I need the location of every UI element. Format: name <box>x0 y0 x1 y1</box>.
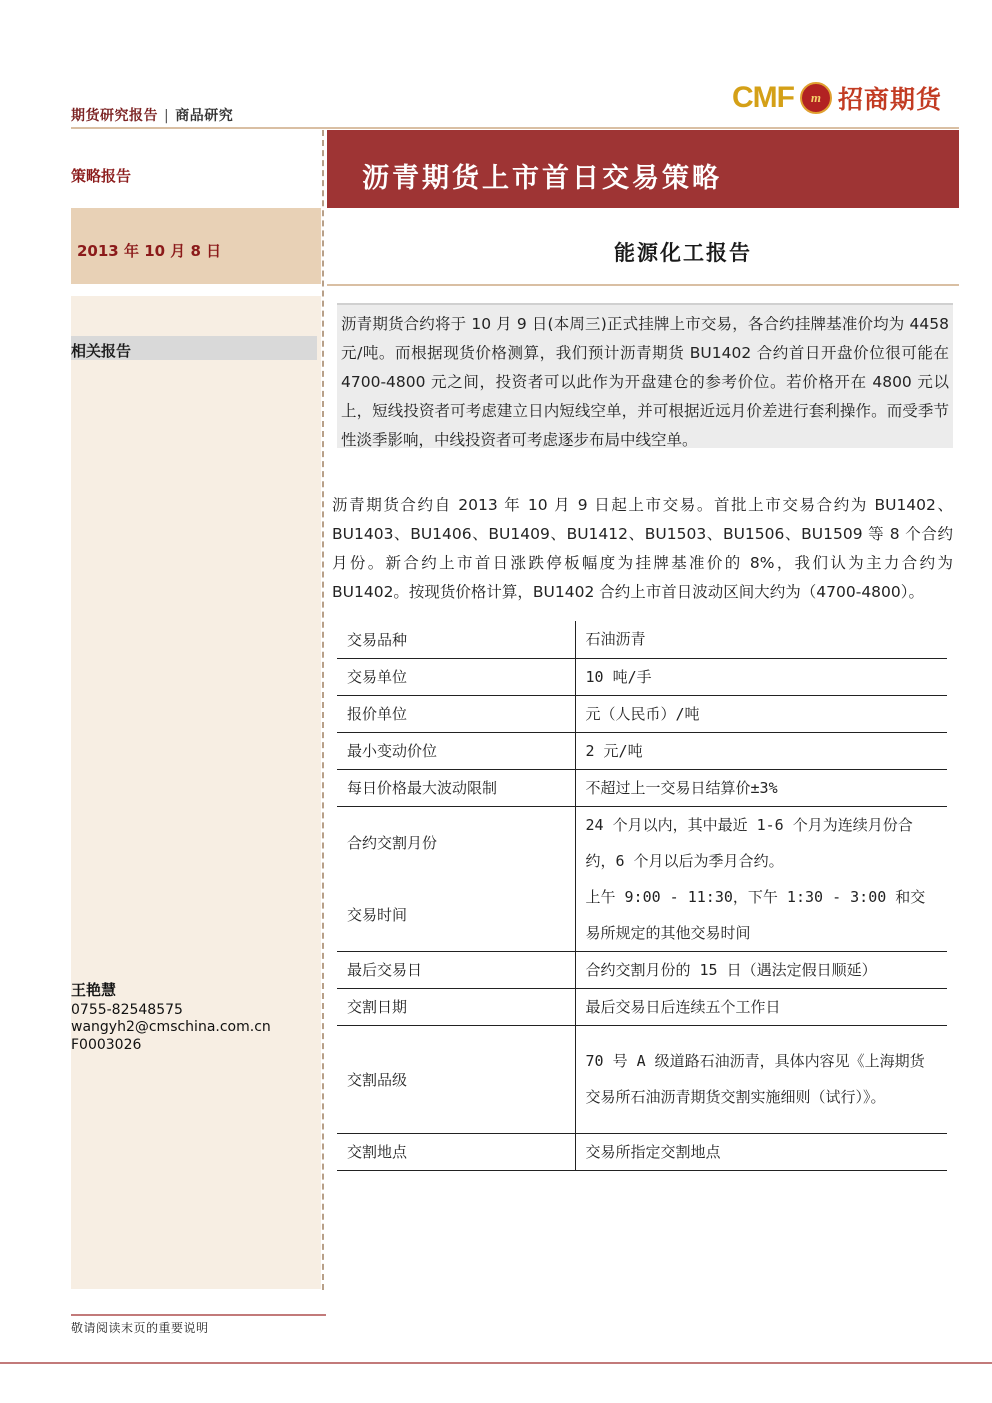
table-row <box>337 806 947 951</box>
table-row <box>337 988 947 1025</box>
logo-latin-text: CMF <box>732 81 794 114</box>
table-row <box>337 1025 947 1133</box>
related-reports-heading: 相关报告 <box>71 342 132 360</box>
spec-value: 合约交割月份的 15 日（遇法定假日顺延） <box>575 951 947 988</box>
author-block <box>71 982 271 1054</box>
title-divider <box>327 284 959 286</box>
sidebar-background <box>71 296 321 1289</box>
spec-value: 交易所指定交割地点 <box>575 1133 947 1170</box>
spec-key-line: 合约交割月份 <box>347 833 438 852</box>
table-row <box>337 621 947 658</box>
report-title: 沥青期货上市首日交易策略 <box>362 163 722 194</box>
header-divider <box>71 127 959 129</box>
spec-key <box>337 806 575 951</box>
footer-divider <box>71 1314 326 1316</box>
category-separator: | <box>164 108 170 124</box>
page-bottom-rule <box>0 1362 992 1364</box>
body-paragraph: 沥青期货合约自 2013 年 10 月 9 日起上市交易。首批上市交易合约为 BU1402、BU1403、BU1406、BU1409、BU1412、BU1503、BU1506、BU1509 等 8 个合约月份。新合约上市首日涨跌停板幅度为挂牌基准价的 8%，我们认为主力合约为 BU1402。按现货价格计算，BU1402 合约上市首日波动区间大约为（4700-4800）。 <box>332 496 953 601</box>
contract-spec-table <box>337 621 947 1171</box>
author-phone: 0755-82548575 <box>71 1001 183 1018</box>
spec-key: 交割品级 <box>337 1025 575 1133</box>
summary-box: 沥青期货合约将于 10 月 9 日(本周三)正式挂牌上市交易，各合约挂牌基准价均为 4458 元/吨。而根据现货价格测算，我们预计沥青期货 BU1402 合约首日开盘价位很可能在 4700-4800 元之间，投资者可以此作为开盘建仓的参考价位。若价格开在 4800 元以上，短线投资者可考虑建立日内短线空单，并可根据近远月价差进行套利操作。而受季节性淡季影响，中线投资者可考虑逐步布局中线空单。 <box>337 303 953 448</box>
spec-key: 交易单位 <box>337 658 575 695</box>
company-logo <box>732 80 954 116</box>
spec-key: 每日价格最大波动限制 <box>337 769 575 806</box>
spec-value: 不超过上一交易日结算价±3% <box>575 769 947 806</box>
column-divider <box>322 130 326 1290</box>
author-name: 王艳慧 <box>71 981 117 999</box>
report-category: 期货研究报告 <box>71 108 158 124</box>
spec-value <box>575 806 947 951</box>
spec-value: 元（人民币）/吨 <box>575 695 947 732</box>
spec-value: 石油沥青 <box>575 621 947 658</box>
report-date: 2013 年 10 月 8 日 <box>77 242 222 260</box>
spec-value: 10 吨/手 <box>575 658 947 695</box>
spec-key-line: 交易时间 <box>347 905 408 924</box>
spec-value-line: 上午 9:00 - 11:30，下午 1:30 - 3:00 和交易所规定的其他交易时间 <box>585 887 926 942</box>
spec-key: 报价单位 <box>337 695 575 732</box>
logo-chinese-text: 招商期货 <box>837 85 942 114</box>
spec-value: 最后交易日后连续五个工作日 <box>575 988 947 1025</box>
author-license: F0003026 <box>71 1036 142 1053</box>
spec-value: 2 元/吨 <box>575 732 947 769</box>
logo-emblem-icon: m <box>800 82 832 114</box>
table-row <box>337 732 947 769</box>
table-row <box>337 1133 947 1170</box>
report-subcategory: 商品研究 <box>175 108 234 124</box>
spec-key: 交割地点 <box>337 1133 575 1170</box>
spec-key: 最小变动价位 <box>337 732 575 769</box>
spec-value-line: 24 个月以内，其中最近 1-6 个月为连续月份合约，6 个月以后为季月合约。 <box>585 815 913 870</box>
report-category-line <box>71 105 233 125</box>
table-row <box>337 658 947 695</box>
spec-key: 最后交易日 <box>337 951 575 988</box>
author-email: wangyh2@cmschina.com.cn <box>71 1019 271 1035</box>
spec-key: 交割日期 <box>337 988 575 1025</box>
report-type-label: 策略报告 <box>71 167 132 185</box>
report-kind: 能源化工报告 <box>614 241 752 265</box>
table-row <box>337 695 947 732</box>
table-row <box>337 951 947 988</box>
footer-note: 敬请阅读末页的重要说明 <box>71 1321 209 1335</box>
spec-value: 70 号 A 级道路石油沥青，具体内容见《上海期货交易所石油沥青期货交割实施细则（试行）》。 <box>575 1025 947 1133</box>
table-row <box>337 769 947 806</box>
spec-key: 交易品种 <box>337 621 575 658</box>
